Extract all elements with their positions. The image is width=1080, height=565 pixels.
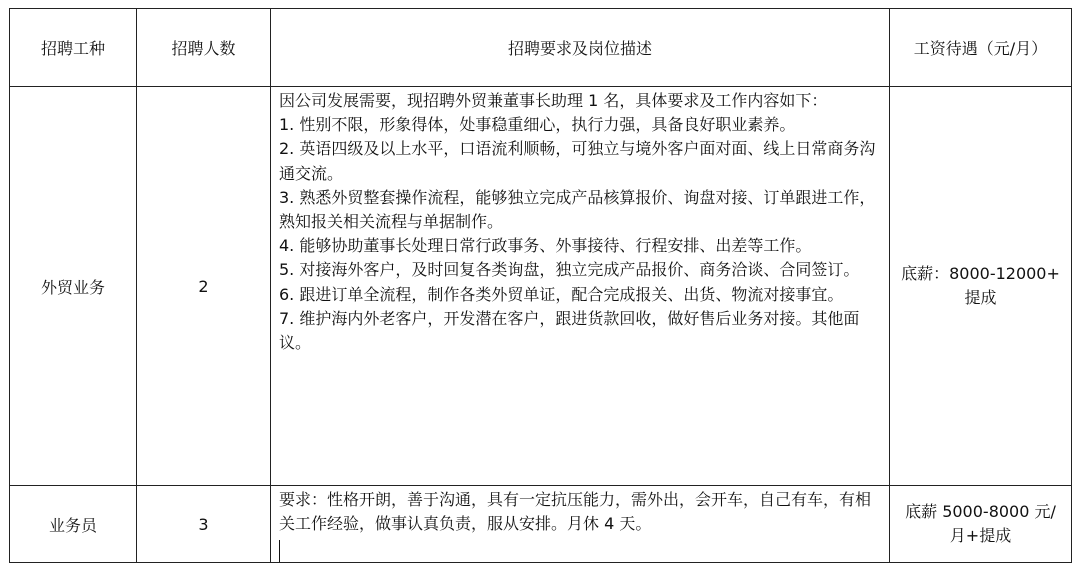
job-type-cell: 业务员	[10, 486, 137, 563]
header-job-type: 招聘工种	[10, 9, 137, 87]
description-line: 要求：性格开朗，善于沟通，具有一定抗压能力，需外出，会开车，自己有车，有相关工作经验，做事认真负责，服从安排。月休 4 天。	[279, 490, 872, 534]
salary-line: 提成	[964, 288, 997, 307]
description-line: 因公司发展需要，现招聘外贸兼董事长助理 1 名，具体要求及工作内容如下：	[279, 91, 828, 110]
description-line: 3. 熟悉外贸整套操作流程，能够独立完成产品核算报价、询盘对接、订单跟进工作，熟知报关相关流程与单据制作。	[279, 187, 876, 232]
description-cell[interactable]	[271, 486, 890, 563]
salary-line: 月+提成	[949, 526, 1012, 546]
text-cursor	[279, 540, 280, 562]
description-line: 2. 英语四级及以上水平，口语流利顺畅，可独立与境外客户面对面、线上日常商务沟通交流。	[279, 139, 876, 183]
job-type-cell: 外贸业务	[10, 87, 137, 486]
description-line: 1. 性别不限，形象得体，处事稳重细心，执行力强，具备良好职业素养。	[279, 115, 796, 135]
header-requirements: 招聘要求及岗位描述	[271, 9, 890, 87]
header-salary: 工资待遇（元/月）	[890, 9, 1072, 87]
table-row	[10, 87, 1072, 486]
table-row	[10, 486, 1072, 563]
description-line: 7. 维护海内外老客户，开发潜在客户，跟进货款回收，做好售后业务对接。其他面议。	[279, 308, 860, 353]
description-cell	[271, 87, 890, 486]
recruitment-table	[9, 8, 1072, 563]
description-line: 5. 对接海外客户，及时回复各类询盘，独立完成产品报价、商务洽谈、合同签订。	[279, 260, 860, 280]
description-line: 6. 跟进订单全流程，制作各类外贸单证，配合完成报关、出货、物流对接事宜。	[279, 284, 844, 304]
headcount-cell: 3	[137, 486, 271, 563]
description-line: 4. 能够协助董事长处理日常行政事务、外事接待、行程安排、出差等工作。	[279, 236, 812, 256]
header-headcount: 招聘人数	[137, 9, 271, 87]
salary-cell	[890, 87, 1072, 486]
salary-cell	[890, 486, 1072, 563]
salary-line: 底薪 5000-8000 元/	[905, 502, 1056, 522]
table-header-row	[10, 9, 1072, 87]
salary-line: 底薪：8000-12000+	[901, 264, 1060, 283]
headcount-cell: 2	[137, 87, 271, 486]
